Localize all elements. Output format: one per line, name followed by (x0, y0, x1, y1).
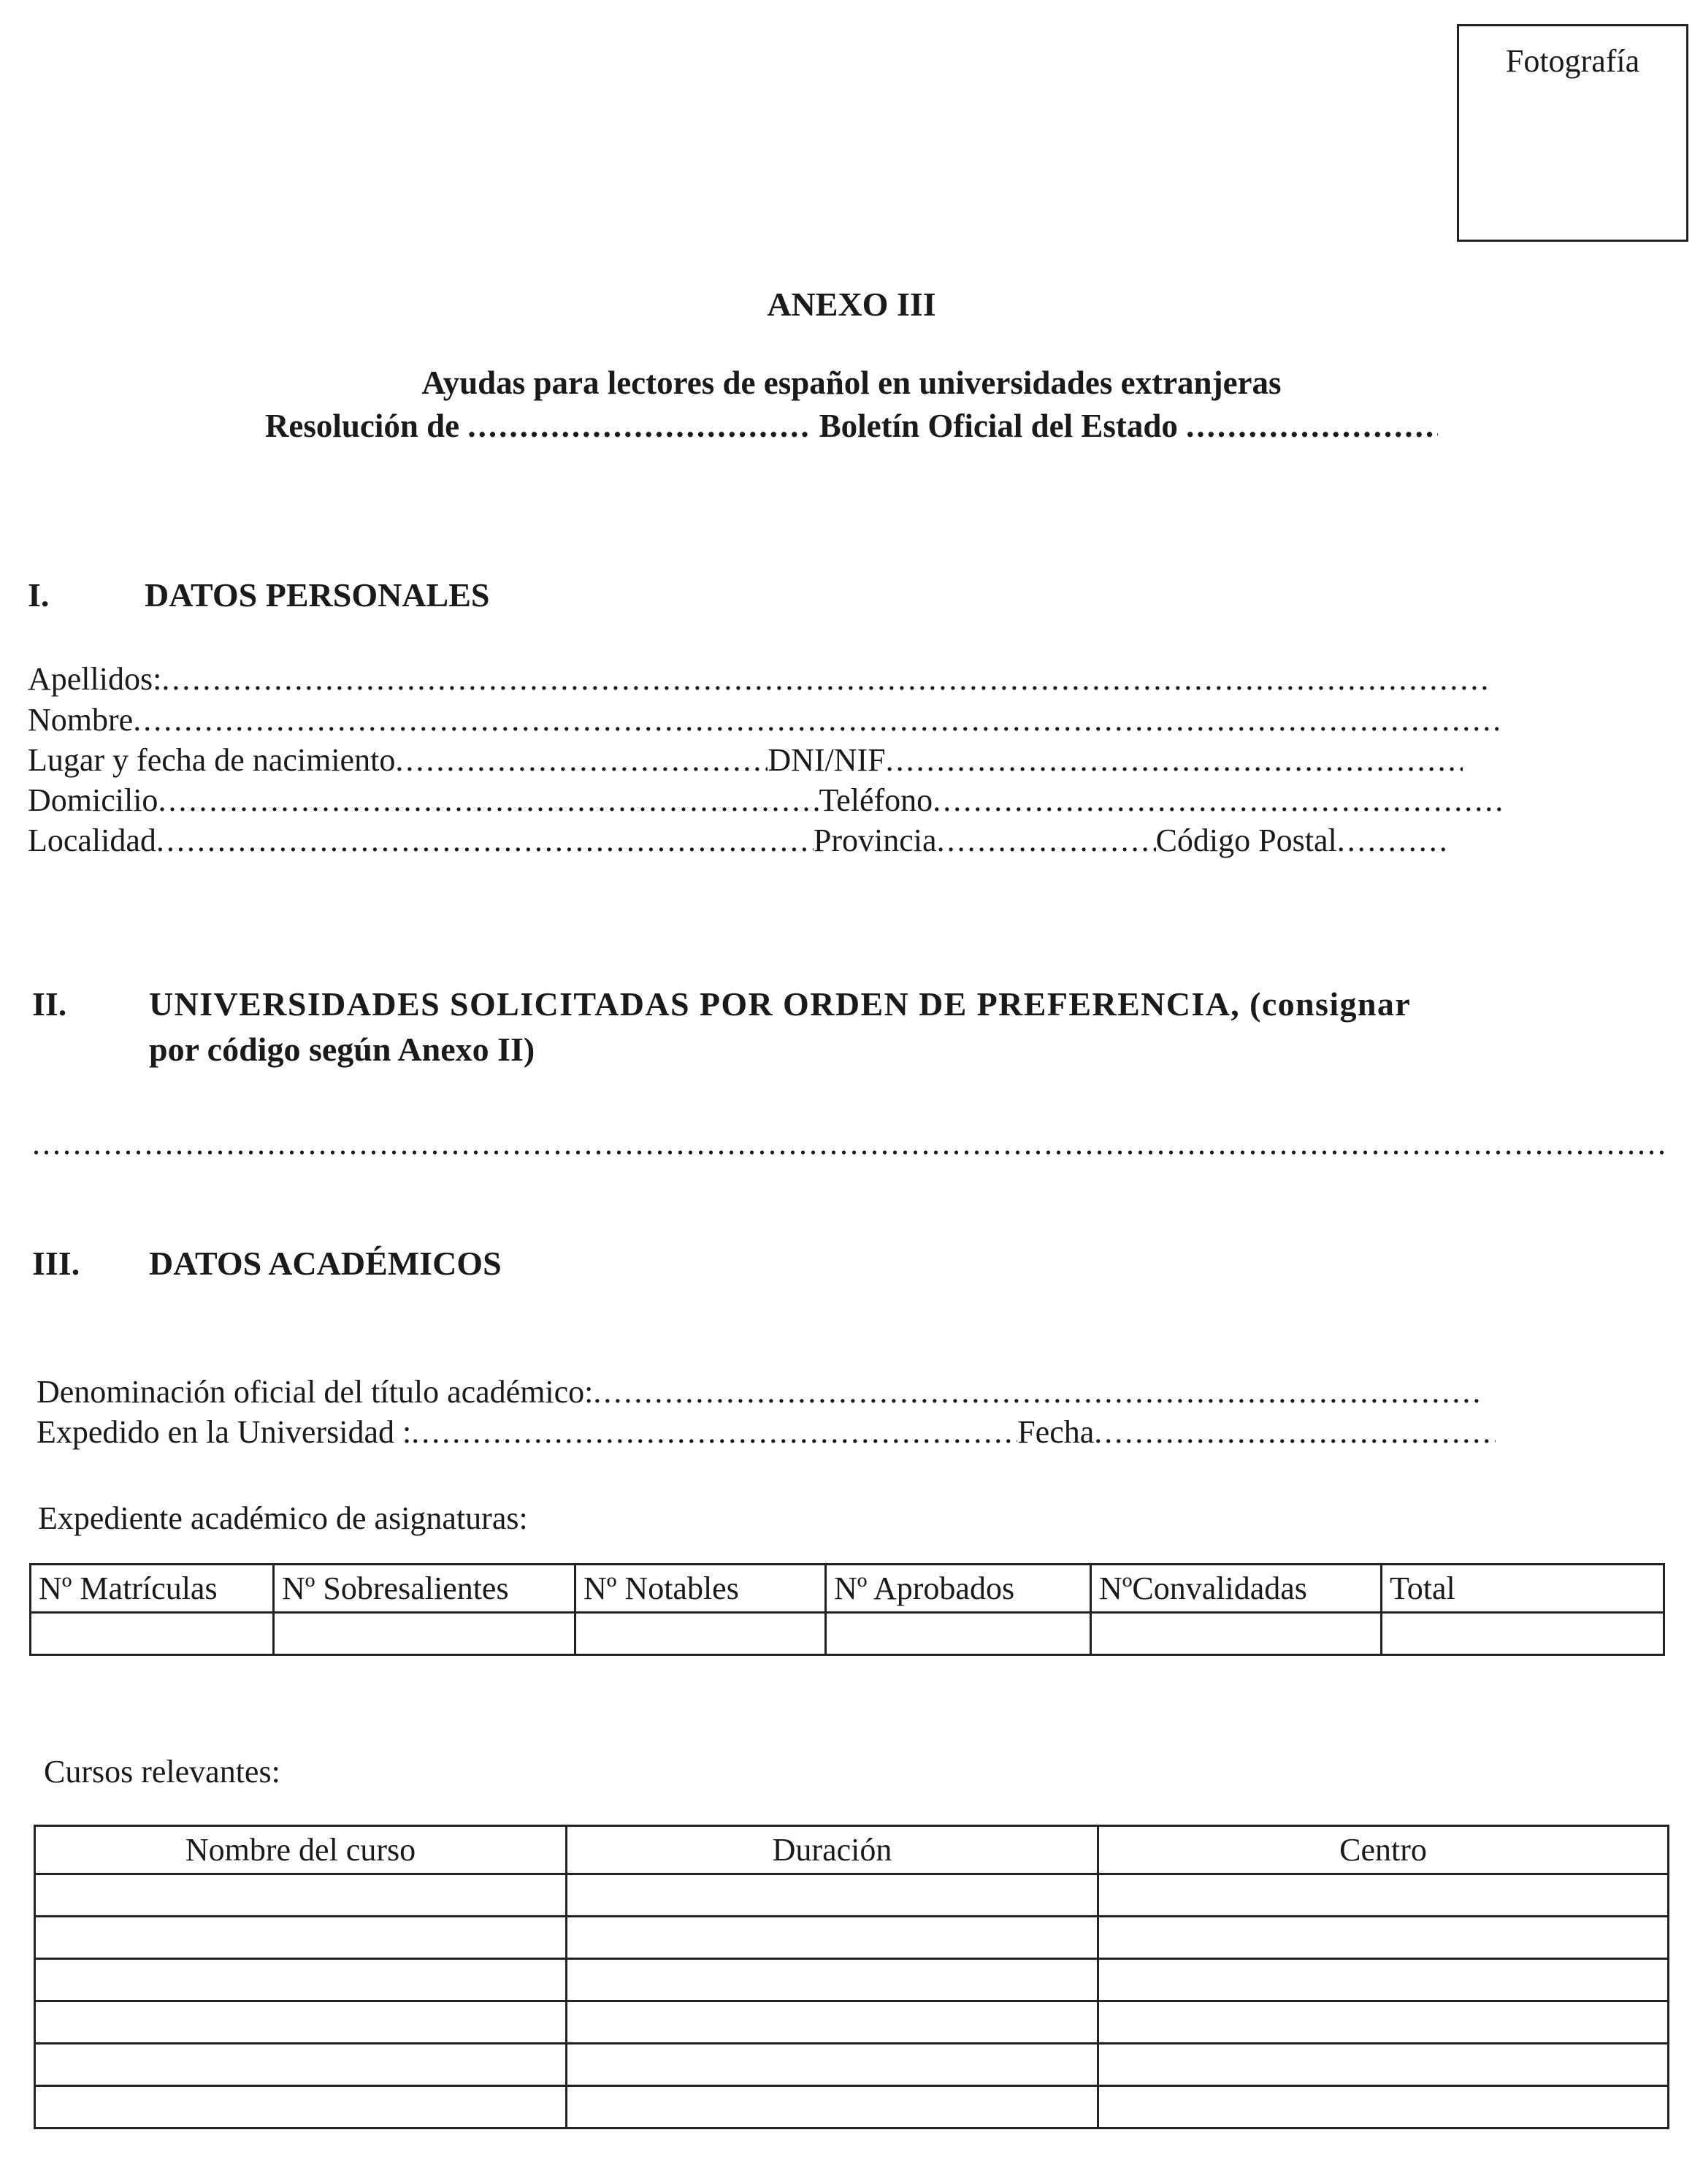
fecha-label: Fecha (1017, 1414, 1095, 1450)
cell-centro[interactable] (1098, 1874, 1669, 1917)
table-row (35, 2001, 1669, 2044)
cell-centro[interactable] (1098, 1959, 1669, 2001)
field-domicilio-row (28, 782, 1506, 819)
header-nombre-curso: Nombre del curso (35, 1826, 567, 1874)
denominacion-field[interactable] (593, 1373, 1484, 1410)
table-row (35, 1959, 1669, 2001)
field-nombre-row (28, 701, 1499, 738)
table-header-row (35, 1826, 1669, 1874)
field-apellidos-row (28, 660, 1490, 698)
header-aprobados: Nº Aprobados (826, 1565, 1091, 1613)
table-row (35, 1874, 1669, 1917)
header-centro: Centro (1098, 1826, 1669, 1874)
cell-centro[interactable] (1098, 2044, 1669, 2086)
field-expedido-row (37, 1413, 1496, 1451)
universities-field[interactable] (32, 1125, 1668, 1162)
cell-nombre[interactable] (35, 2044, 567, 2086)
resolution-label: Resolución de (264, 408, 460, 444)
cell-convalidadas[interactable] (1091, 1613, 1382, 1655)
domicilio-field[interactable] (158, 782, 819, 819)
cell-nombre[interactable] (35, 1874, 567, 1917)
cell-duracion[interactable] (567, 2086, 1098, 2128)
section-title: DATOS ACADÉMICOS (149, 1245, 502, 1282)
field-nacimiento-row (28, 741, 1463, 779)
cell-duracion[interactable] (567, 1959, 1098, 2001)
field-denominacion-row (37, 1373, 1484, 1410)
table-header-row (31, 1565, 1664, 1613)
cell-matriculas[interactable] (31, 1613, 274, 1655)
boe-label: Boletín Oficial del Estado (819, 408, 1178, 444)
cell-notables[interactable] (575, 1613, 826, 1655)
resolution-field[interactable] (467, 407, 811, 445)
annex-title: ANEXO III (767, 286, 936, 323)
section-title: UNIVERSIDADES SOLICITADAS POR ORDEN DE PREFERENCIA, (consignar (149, 985, 1412, 1023)
expediente-table (29, 1563, 1665, 1656)
section-academic-data (32, 1244, 908, 1288)
header-convalidadas: NºConvalidadas (1091, 1565, 1382, 1613)
expedido-field[interactable] (411, 1413, 1017, 1451)
cell-duracion[interactable] (567, 1917, 1098, 1959)
header-matriculas: Nº Matrículas (31, 1565, 274, 1613)
cell-sobresalientes[interactable] (274, 1613, 575, 1655)
nombre-label: Nombre (28, 702, 134, 738)
apellidos-field[interactable] (161, 660, 1490, 698)
table-row (35, 1917, 1669, 1959)
header-total: Total (1382, 1565, 1664, 1613)
annex-subtitle: Ayudas para lectores de español en universidades extranjeras (421, 364, 1282, 401)
field-localidad-row (28, 822, 1450, 859)
localidad-field[interactable] (156, 822, 814, 859)
resolution-line (0, 407, 1703, 445)
cell-centro[interactable] (1098, 2086, 1669, 2128)
nombre-field[interactable] (133, 701, 1499, 738)
fecha-field[interactable] (1094, 1413, 1496, 1451)
section-number: II. (32, 985, 67, 1023)
section-title: DATOS PERSONALES (145, 576, 490, 614)
dni-field[interactable] (886, 741, 1463, 779)
telefono-label: Teléfono (819, 782, 933, 818)
localidad-label: Localidad (28, 822, 156, 858)
cell-aprobados[interactable] (826, 1613, 1091, 1655)
lugar-fecha-label: Lugar y fecha de nacimiento (28, 742, 396, 778)
table-row (35, 2044, 1669, 2086)
section-number: III. (32, 1245, 80, 1282)
provincia-label: Provincia (813, 822, 937, 858)
header-notables: Nº Notables (575, 1565, 826, 1613)
table-row (31, 1613, 1664, 1655)
cell-duracion[interactable] (567, 2001, 1098, 2044)
dni-label: DNI/NIF (768, 742, 886, 778)
photo-box (1457, 24, 1688, 242)
cell-duracion[interactable] (567, 1874, 1098, 1917)
cell-centro[interactable] (1098, 1917, 1669, 1959)
cell-duracion[interactable] (567, 2044, 1098, 2086)
section-number: I. (28, 576, 50, 614)
provincia-field[interactable] (937, 822, 1156, 859)
header-sobresalientes: Nº Sobresalientes (274, 1565, 575, 1613)
cell-nombre[interactable] (35, 1959, 567, 2001)
domicilio-label: Domicilio (28, 782, 158, 818)
section-universities (32, 985, 1668, 1080)
cursos-table (34, 1825, 1669, 2129)
lugar-fecha-field[interactable] (395, 741, 768, 779)
cell-nombre[interactable] (35, 1917, 567, 1959)
denominacion-label: Denominación oficial del título académico: (37, 1374, 594, 1410)
section-title-continued: por código según Anexo II) (149, 1031, 535, 1068)
header-duracion: Duración (567, 1826, 1098, 1874)
cell-total[interactable] (1382, 1613, 1664, 1655)
cell-nombre[interactable] (35, 2086, 567, 2128)
cell-centro[interactable] (1098, 2001, 1669, 2044)
codigo-postal-field[interactable] (1337, 822, 1450, 859)
table-row (35, 2086, 1669, 2128)
apellidos-label: Apellidos: (28, 661, 162, 697)
expedido-label: Expedido en la Universidad : (37, 1414, 412, 1450)
codigo-postal-label: Código Postal (1155, 822, 1337, 858)
boe-field[interactable] (1186, 407, 1438, 445)
cursos-label: Cursos relevantes: (44, 1754, 280, 1790)
section-personal-data (28, 576, 904, 619)
expediente-label: Expediente académico de asignaturas: (38, 1500, 528, 1536)
telefono-field[interactable] (933, 782, 1506, 819)
cell-nombre[interactable] (35, 2001, 567, 2044)
photo-label: Fotografía (1505, 43, 1640, 79)
